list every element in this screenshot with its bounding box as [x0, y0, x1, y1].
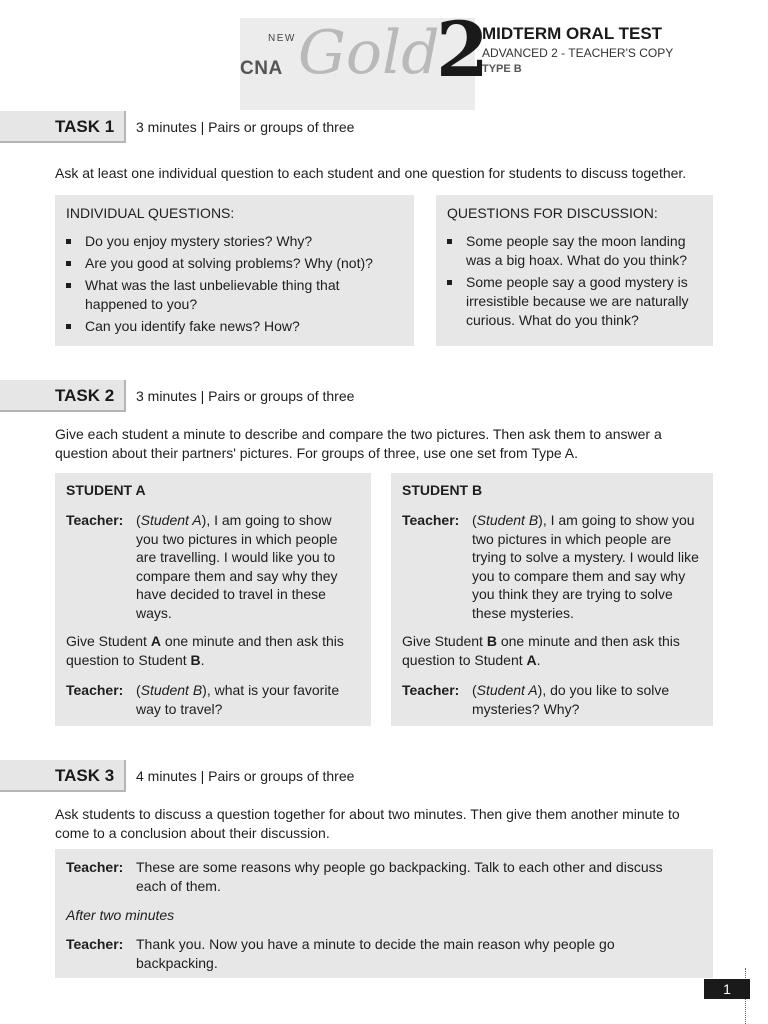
list-item: Are you good at solving problems? Why (not)?: [66, 254, 406, 273]
task3-teacher-box: [55, 849, 713, 978]
student-a-teacher-line-2: Teacher: (Student B), what is your favorite way to travel?: [66, 682, 340, 717]
task2-tab-underline: [0, 410, 126, 412]
bullet-icon: [447, 239, 452, 244]
individual-questions-list: [66, 232, 406, 339]
task3-tab-underline: [0, 790, 126, 792]
student-name: Student B: [140, 682, 203, 698]
task3-label: TASK 3: [55, 766, 115, 785]
student-name: Student A: [140, 512, 202, 528]
task1-tab-divider: [124, 111, 126, 141]
page-title: MIDTERM ORAL TEST: [482, 24, 663, 43]
student-b-box: [391, 473, 713, 726]
task3-tab-divider: [124, 760, 126, 790]
test-type: TYPE B: [482, 63, 522, 75]
discussion-questions-heading: QUESTIONS FOR DISCUSSION:: [447, 205, 658, 221]
task2-meta: 3 minutes | Pairs or groups of three: [136, 388, 355, 404]
list-item: What was the last unbelievable thing that happened to you?: [66, 276, 340, 314]
page-number: 1: [704, 979, 750, 999]
task1-instructions: Ask at least one individual question to each student and one question for students to discuss together.: [55, 165, 687, 181]
task2-instructions: Give each student a minute to describe and compare the two pictures. Then ask them to answer a question about their partners' pictures. For groups of three, use one set from Type A.: [55, 426, 662, 461]
bullet-icon: [66, 239, 71, 244]
student-a-teacher-line-1: Teacher: (Student A), I am going to show you two pictures in which people are travelling. I would like you to compare them and say why they have decided to travel in these ways.: [66, 512, 338, 621]
teacher-label: Teacher:: [66, 859, 124, 875]
task3-teacher-line-2: Teacher: Thank you. Now you have a minute to decide the main reason why people go backpacking.: [66, 936, 615, 971]
logo-new-text: NEW: [268, 33, 296, 44]
logo-level-number: 2: [436, 5, 489, 94]
teacher-label: Teacher:: [402, 512, 460, 528]
task3-teacher-line-1: Teacher: These are some reasons why people go backpacking. Talk to each other and discuss each of them.: [66, 859, 663, 894]
task1-meta: 3 minutes | Pairs or groups of three: [136, 119, 355, 135]
list-item: Do you enjoy mystery stories? Why?: [66, 232, 406, 251]
task2-tab-divider: [124, 380, 126, 410]
student-b-teacher-line-1: Teacher: (Student B), I am going to show you two pictures in which people are trying to solve a mystery. I would like you to compare them and say why you think they are trying to solve these mysteries.: [402, 512, 699, 621]
student-a-heading: STUDENT A: [66, 482, 146, 498]
student-b-teacher-line-2: Teacher: (Student A), do you like to solve mysteries? Why?: [402, 682, 670, 717]
task3-meta: 4 minutes | Pairs or groups of three: [136, 768, 355, 784]
list-item: Some people say a good mystery is irresistible because we are naturally curious. What do you think?: [447, 273, 697, 330]
student-b-heading: STUDENT B: [402, 482, 483, 498]
individual-questions-heading: INDIVIDUAL QUESTIONS:: [66, 205, 235, 221]
student-a-box: [55, 473, 371, 726]
list-item: Some people say the moon landing was a big hoax. What do you think?: [447, 232, 697, 270]
task1-label: TASK 1: [55, 117, 115, 136]
teacher-label: Teacher:: [66, 936, 124, 952]
teacher-label: Teacher:: [402, 682, 460, 698]
page-subtitle: ADVANCED 2 - TEACHER'S COPY: [482, 46, 674, 60]
student-name: Student A: [476, 682, 538, 698]
after-two-minutes-note: After two minutes: [66, 907, 175, 923]
bullet-icon: [66, 324, 71, 329]
teacher-label: Teacher:: [66, 512, 124, 528]
task3-instructions: Ask students to discuss a question together for about two minutes. Then give them another minute to come to a conclusion about their discussion.: [55, 806, 680, 841]
discussion-questions-list: [447, 232, 697, 333]
logo-cna-text: CNA: [240, 58, 283, 79]
student-name: Student B: [476, 512, 539, 528]
list-item: Can you identify fake news? How?: [66, 317, 406, 336]
individual-questions-box: [55, 195, 414, 346]
teacher-label: Teacher:: [66, 682, 124, 698]
discussion-questions-box: [436, 195, 713, 346]
task1-tab-underline: [0, 141, 126, 143]
student-b-instruction: Give Student B one minute and then ask this question to Student A.: [402, 633, 680, 668]
bullet-icon: [66, 283, 71, 288]
bullet-icon: [66, 261, 71, 266]
task2-label: TASK 2: [55, 386, 115, 405]
bullet-icon: [447, 280, 452, 285]
logo-gold-script: Gold: [298, 18, 440, 88]
student-a-instruction: Give Student A one minute and then ask this question to Student B.: [66, 633, 344, 668]
